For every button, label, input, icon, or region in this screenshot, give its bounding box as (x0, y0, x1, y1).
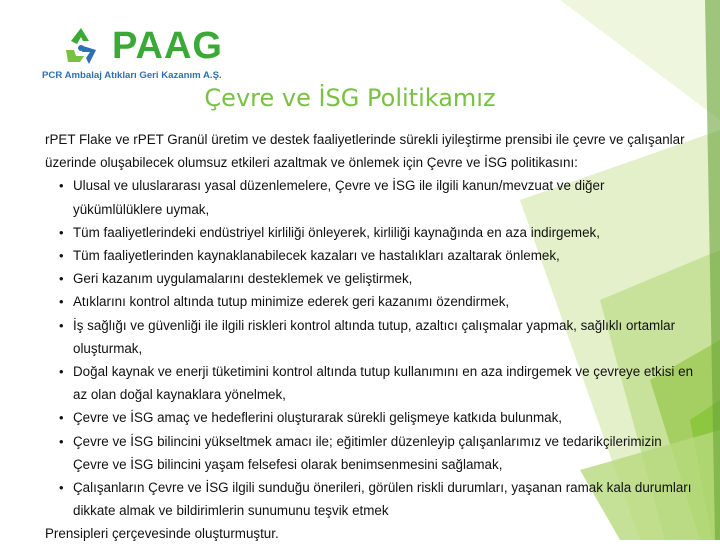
policy-list (45, 174, 695, 522)
list-item: • Ulusal ve uluslararası yasal düzenlemelere, Çevre ve İSG ile ilgili kanun/mevzuat ve diğer yükümlülüklere uymak, (45, 174, 695, 220)
policy-content (45, 128, 695, 546)
page-title: Çevre ve İSG Politikamız (204, 84, 496, 112)
logo-subtitle: PCR Ambalaj Atıkları Geri Kazanım A.Ş. (42, 70, 222, 81)
list-item: • Çevre ve İSG amaç ve hedeflerini oluşturarak sürekli gelişmeye katkıda bulunmak, (45, 406, 695, 429)
recycle-icon (56, 24, 106, 68)
list-item: • Çevre ve İSG bilincini yükseltmek amacı ile; eğitimler düzenleyip çalışanlarımız ve tedarikçilerimizin Çevre ve İSG bilincini yaşam felsefesi olarak benimsenmesini sağlamak, (45, 430, 695, 476)
logo-wordmark: PAAG (112, 25, 223, 67)
list-item: • Tüm faaliyetlerinden kaynaklanabilecek kazaları ve hastalıkları azaltarak önlemek, (45, 244, 695, 267)
list-item: • Geri kazanım uygulamalarını desteklemek ve geliştirmek, (45, 267, 695, 290)
list-item: • Tüm faaliyetlerindeki endüstriyel kirliliği önleyerek, kirliliği kaynağında en aza indirgemek, (45, 221, 695, 244)
company-logo (40, 22, 240, 86)
closing-paragraph: Prensipleri çerçevesinde oluşturmuştur. (45, 526, 279, 542)
list-item: • Çalışanların Çevre ve İSG ilgili sunduğu önerileri, görülen riskli durumları, yaşanan ramak kala durumları dikkate almak ve bildirimlerin sunumunu teşvik etmek (45, 476, 695, 522)
list-item: • Atıklarını kontrol altında tutup minimize ederek geri kazanımı özendirmek, (45, 290, 695, 313)
list-item: • Doğal kaynak ve enerji tüketimini kontrol altında tutup kullanımını en aza indirgemek ve çevreye etkisi en az olan doğal kaynaklara yönelmek, (45, 360, 695, 406)
list-item: • İş sağlığı ve güvenliği ile ilgili riskleri kontrol altında tutup, azaltıcı çalışmalar yapmak, sağlıklı ortamlar oluşturmak, (45, 314, 695, 360)
intro-paragraph: rPET Flake ve rPET Granül üretim ve destek faaliyetlerinde sürekli iyileştirme prensibi ile çevre ve çalışanlar üzerinde oluşabilecek olumsuz etkileri azaltmak ve önlemek için Çevre ve İSG politikasını: (45, 132, 685, 171)
